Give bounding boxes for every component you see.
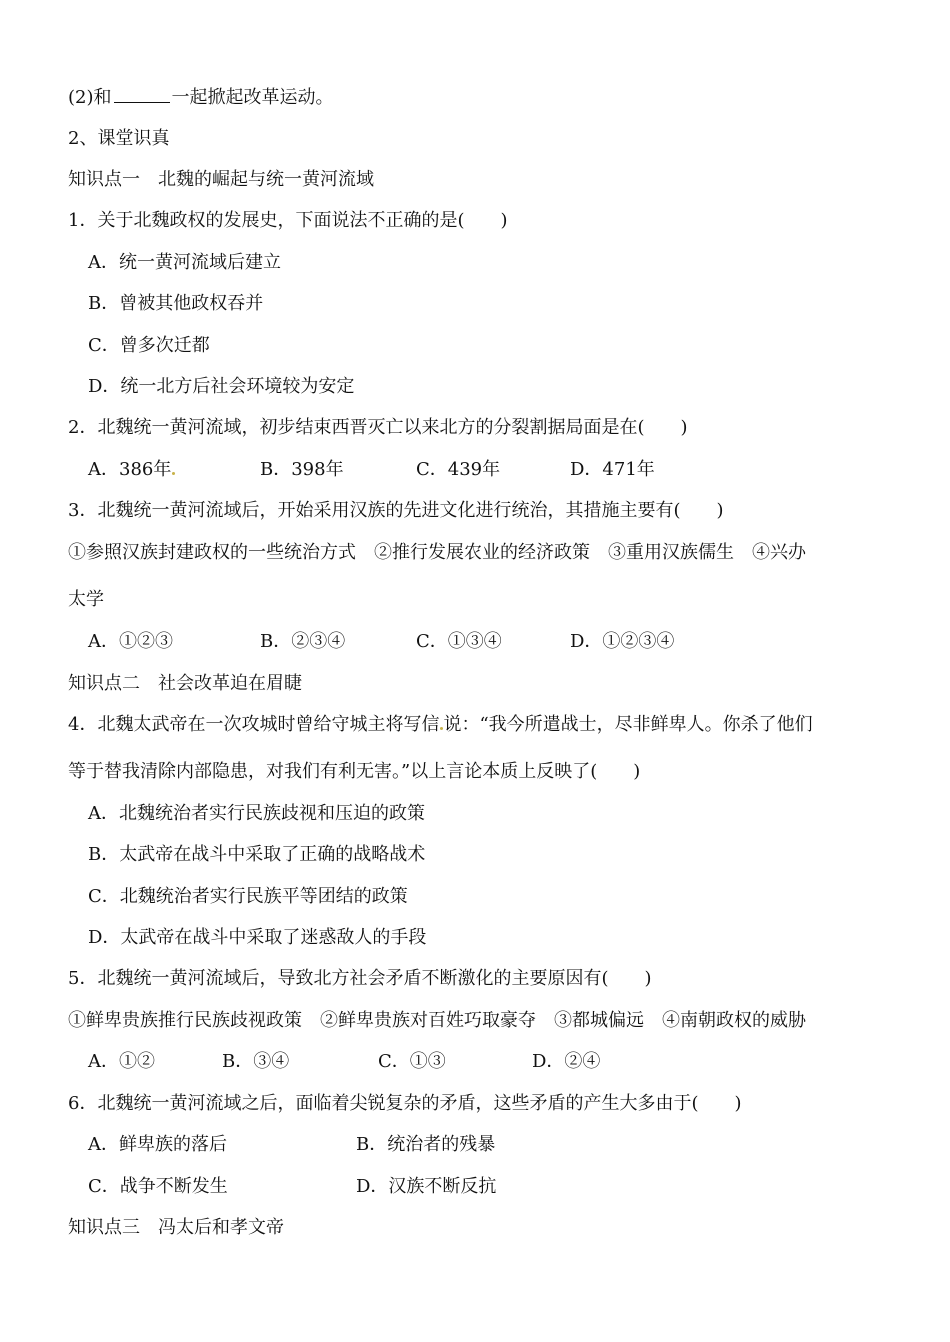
knowledge-point-3: 知识点三 冯太后和孝文帝 <box>68 1217 284 1238</box>
fill-blank[interactable] <box>114 86 170 103</box>
q3-option-a[interactable]: A．①②③ <box>88 631 173 652</box>
q1-option-b[interactable]: B．曾被其他政权吞并 <box>88 293 264 314</box>
q6-option-b[interactable]: B．统治者的残暴 <box>356 1134 496 1155</box>
knowledge-point-2: 知识点二 社会改革迫在眉睫 <box>68 673 302 694</box>
intro-prefix: (2)和 <box>68 87 112 108</box>
q5-option-b[interactable]: B．③④ <box>222 1051 290 1072</box>
q5-option-c[interactable]: C．①③ <box>378 1051 446 1072</box>
q1-option-c[interactable]: C．曾多次迁都 <box>88 335 210 356</box>
q3-stem: 3．北魏统一黄河流域后，开始采用汉族的先进文化进行统治，其措施主要有( ) <box>68 500 724 521</box>
q1-option-a[interactable]: A．统一黄河流域后建立 <box>88 252 281 273</box>
q2-option-a[interactable] <box>88 458 175 482</box>
intro-line <box>68 86 334 110</box>
section-heading: 2、课堂识真 <box>68 128 170 149</box>
q2-option-a-text: A．386年 <box>88 459 172 480</box>
q2-stem: 2．北魏统一黄河流域，初步结束西晋灭亡以来北方的分裂割据局面是在( ) <box>68 417 688 438</box>
q5-stem: 5．北魏统一黄河流域后，导致北方社会矛盾不断激化的主要原因有( ) <box>68 968 652 989</box>
q5-option-d[interactable]: D．②④ <box>532 1051 601 1072</box>
q4-option-b[interactable]: B．太武帝在战斗中采取了正确的战略战术 <box>88 844 426 865</box>
q1-option-d[interactable]: D．统一北方后社会环境较为安定 <box>88 376 355 397</box>
q2-option-c[interactable]: C．439年 <box>416 459 501 480</box>
q5-option-a[interactable]: A．①② <box>88 1051 155 1072</box>
q2-option-d[interactable]: D．471年 <box>570 459 655 480</box>
q4-stem-part-2: 说：“我今所遣战士，尽非鲜卑人。你杀了他们 <box>443 714 813 735</box>
q4-stem-line-2: 等于替我清除内部隐患，对我们有利无害。”以上言论本质上反映了( ) <box>68 761 641 782</box>
q6-option-c[interactable]: C．战争不断发生 <box>88 1176 228 1197</box>
q3-option-d[interactable]: D．①②③④ <box>570 631 675 652</box>
q3-option-b[interactable]: B．②③④ <box>260 631 346 652</box>
q3-items-line-1: ①参照汉族封建政权的一些统治方式 ②推行发展农业的经济政策 ③重用汉族儒生 ④兴办 <box>68 542 806 563</box>
q3-items-line-2: 太学 <box>68 589 104 610</box>
q6-option-d[interactable]: D．汉族不断反抗 <box>356 1176 497 1197</box>
q1-stem: 1．关于北魏政权的发展史，下面说法不正确的是( ) <box>68 210 508 231</box>
mark-dot <box>172 472 175 475</box>
q4-option-a[interactable]: A．北魏统治者实行民族歧视和压迫的政策 <box>88 803 425 824</box>
q4-stem-line-1 <box>68 713 813 737</box>
q3-option-c[interactable]: C．①③④ <box>416 631 502 652</box>
q5-items: ①鲜卑贵族推行民族歧视政策 ②鲜卑贵族对百姓巧取豪夺 ③都城偏远 ④南朝政权的威胁 <box>68 1010 806 1031</box>
q2-option-b[interactable]: B．398年 <box>260 459 344 480</box>
q4-stem-part-1: 4．北魏太武帝在一次攻城时曾给守城主将写信 <box>68 714 440 735</box>
knowledge-point-1: 知识点一 北魏的崛起与统一黄河流域 <box>68 169 374 190</box>
q4-option-d[interactable]: D．太武帝在战斗中采取了迷惑敌人的手段 <box>88 927 427 948</box>
q4-option-c[interactable]: C．北魏统治者实行民族平等团结的政策 <box>88 886 408 907</box>
q6-option-a[interactable]: A．鲜卑族的落后 <box>88 1134 227 1155</box>
intro-suffix: 一起掀起改革运动。 <box>171 87 334 108</box>
q6-stem: 6．北魏统一黄河流域之后，面临着尖锐复杂的矛盾，这些矛盾的产生大多由于( ) <box>68 1093 742 1114</box>
